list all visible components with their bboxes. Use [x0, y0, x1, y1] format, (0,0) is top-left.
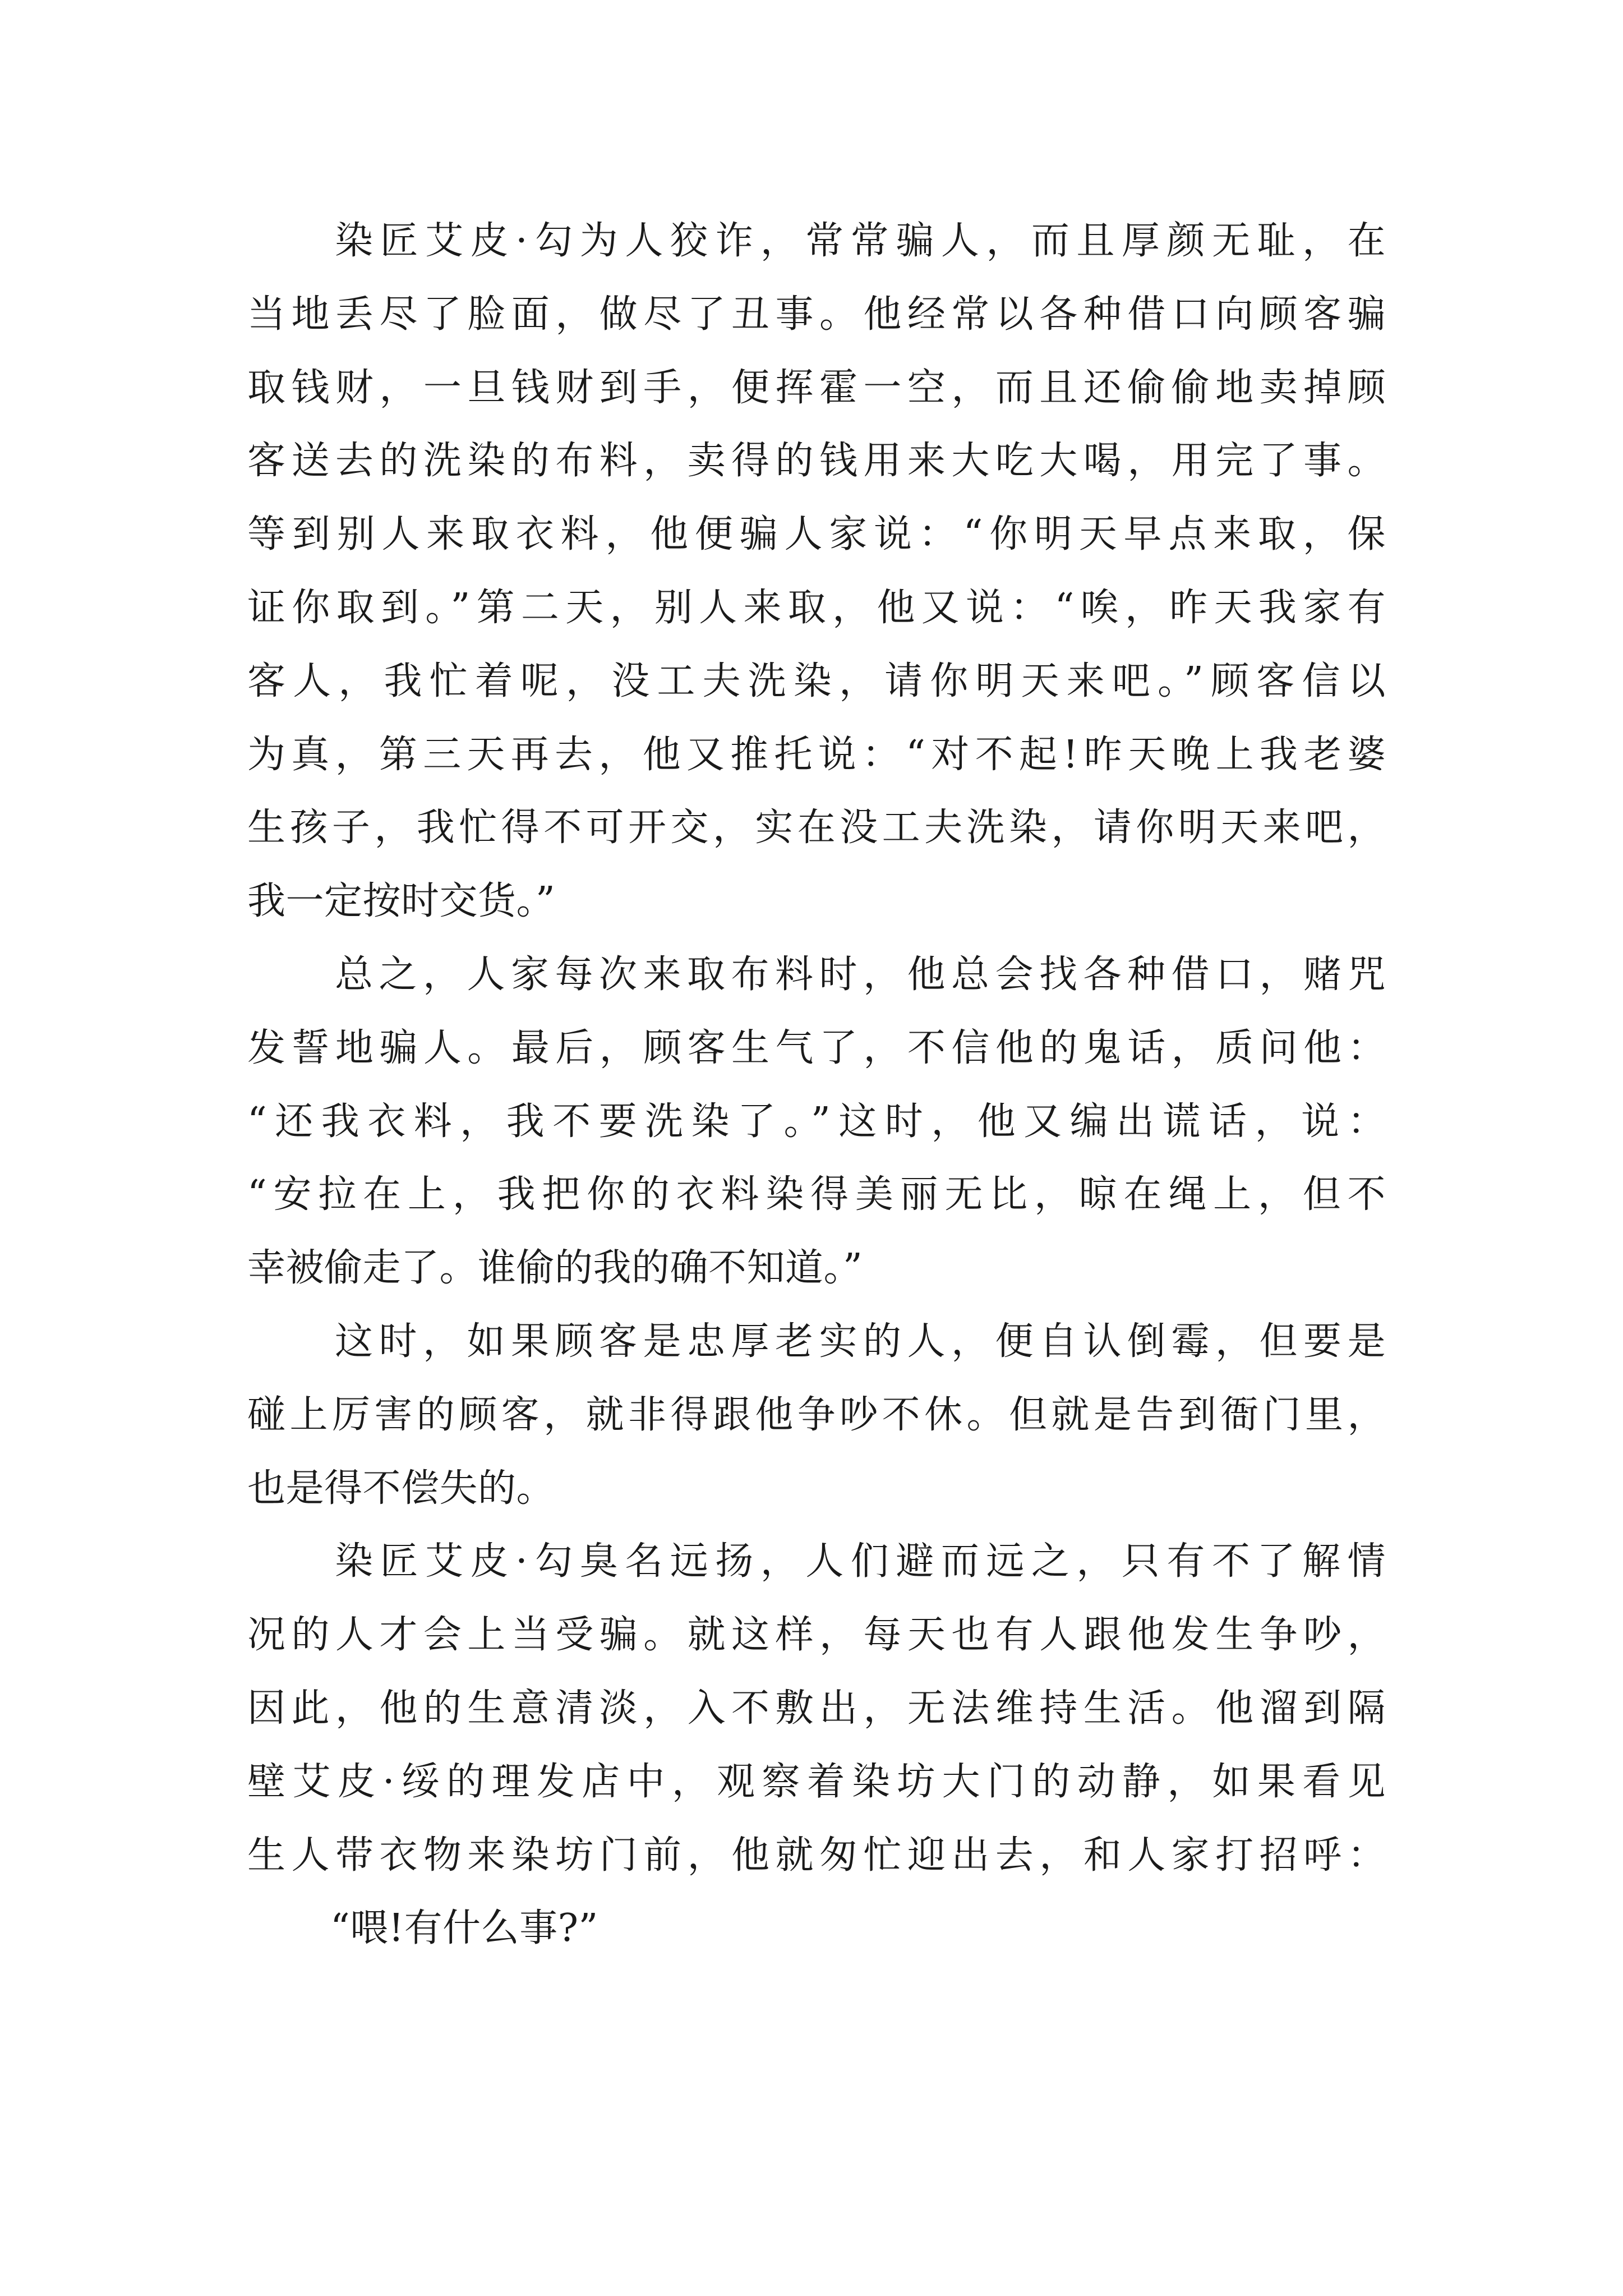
text-line: 等到别人来取衣料，他便骗人家说：“你明天早点来取，保 [247, 512, 1386, 557]
text-line: 为真，第三天再去，他又推托说：“对不起!昨天晚上我老婆 [247, 732, 1386, 777]
text-line: 染匠艾皮·勾为人狡诈，常常骗人，而且厚颜无耻，在 [335, 219, 1386, 263]
text-line: 这时，如果顾客是忠厚老实的人，便自认倒霉，但要是 [335, 1319, 1386, 1364]
text-line: 客送去的洗染的布料，卖得的钱用来大吃大喝，用完了事。 [247, 439, 1386, 484]
text-line: 生人带衣物来染坊门前，他就匆忙迎出去，和人家打招呼： [247, 1833, 1386, 1878]
text-line: 壁艾皮·绥的理发店中，观察着染坊大门的动静，如果看见 [247, 1759, 1386, 1804]
text-line: “喂!有什么事?” [330, 1906, 598, 1951]
text-line: 客人，我忙着呢，没工夫洗染，请你明天来吧。”顾客信以 [247, 659, 1386, 703]
text-line: 生孩子，我忙得不可开交，实在没工夫洗染，请你明天来吧， [247, 806, 1386, 850]
text-line: 发誓地骗人。最后，顾客生气了，不信他的鬼话，质问他： [247, 1025, 1386, 1070]
text-line: 幸被偷走了。谁偷的我的确不知道。” [247, 1246, 863, 1291]
text-line: 我一定按时交货。” [247, 879, 556, 924]
text-line: 也是得不偿失的。 [247, 1466, 555, 1511]
text-line: 取钱财，一旦钱财到手，便挥霍一空，而且还偷偷地卖掉顾 [247, 365, 1386, 410]
text-line: 染匠艾皮·勾臭名远扬，人们避而远之，只有不了解情 [335, 1539, 1386, 1584]
text-line: 当地丢尽了脸面，做尽了丑事。他经常以各种借口向顾客骗 [247, 292, 1386, 337]
text-line: 碰上厉害的顾客，就非得跟他争吵不休。但就是告到衙门里， [247, 1392, 1386, 1437]
document-body [247, 205, 1386, 1966]
text-line: “安拉在上，我把你的衣料染得美丽无比，晾在绳上，但不 [247, 1172, 1386, 1217]
text-line: 总之，人家每次来取布料时，他总会找各种借口，赌咒 [335, 952, 1386, 997]
text-line: 因此，他的生意清淡，入不敷出，无法维持生活。他溜到隔 [247, 1686, 1386, 1731]
text-line: “还我衣料，我不要洗染了。”这时，他又编出谎话，说： [247, 1099, 1386, 1144]
text-line: 况的人才会上当受骗。就这样，每天也有人跟他发生争吵， [247, 1613, 1386, 1658]
text-line: 证你取到。”第二天，别人来取，他又说：“唉，昨天我家有 [247, 585, 1386, 630]
